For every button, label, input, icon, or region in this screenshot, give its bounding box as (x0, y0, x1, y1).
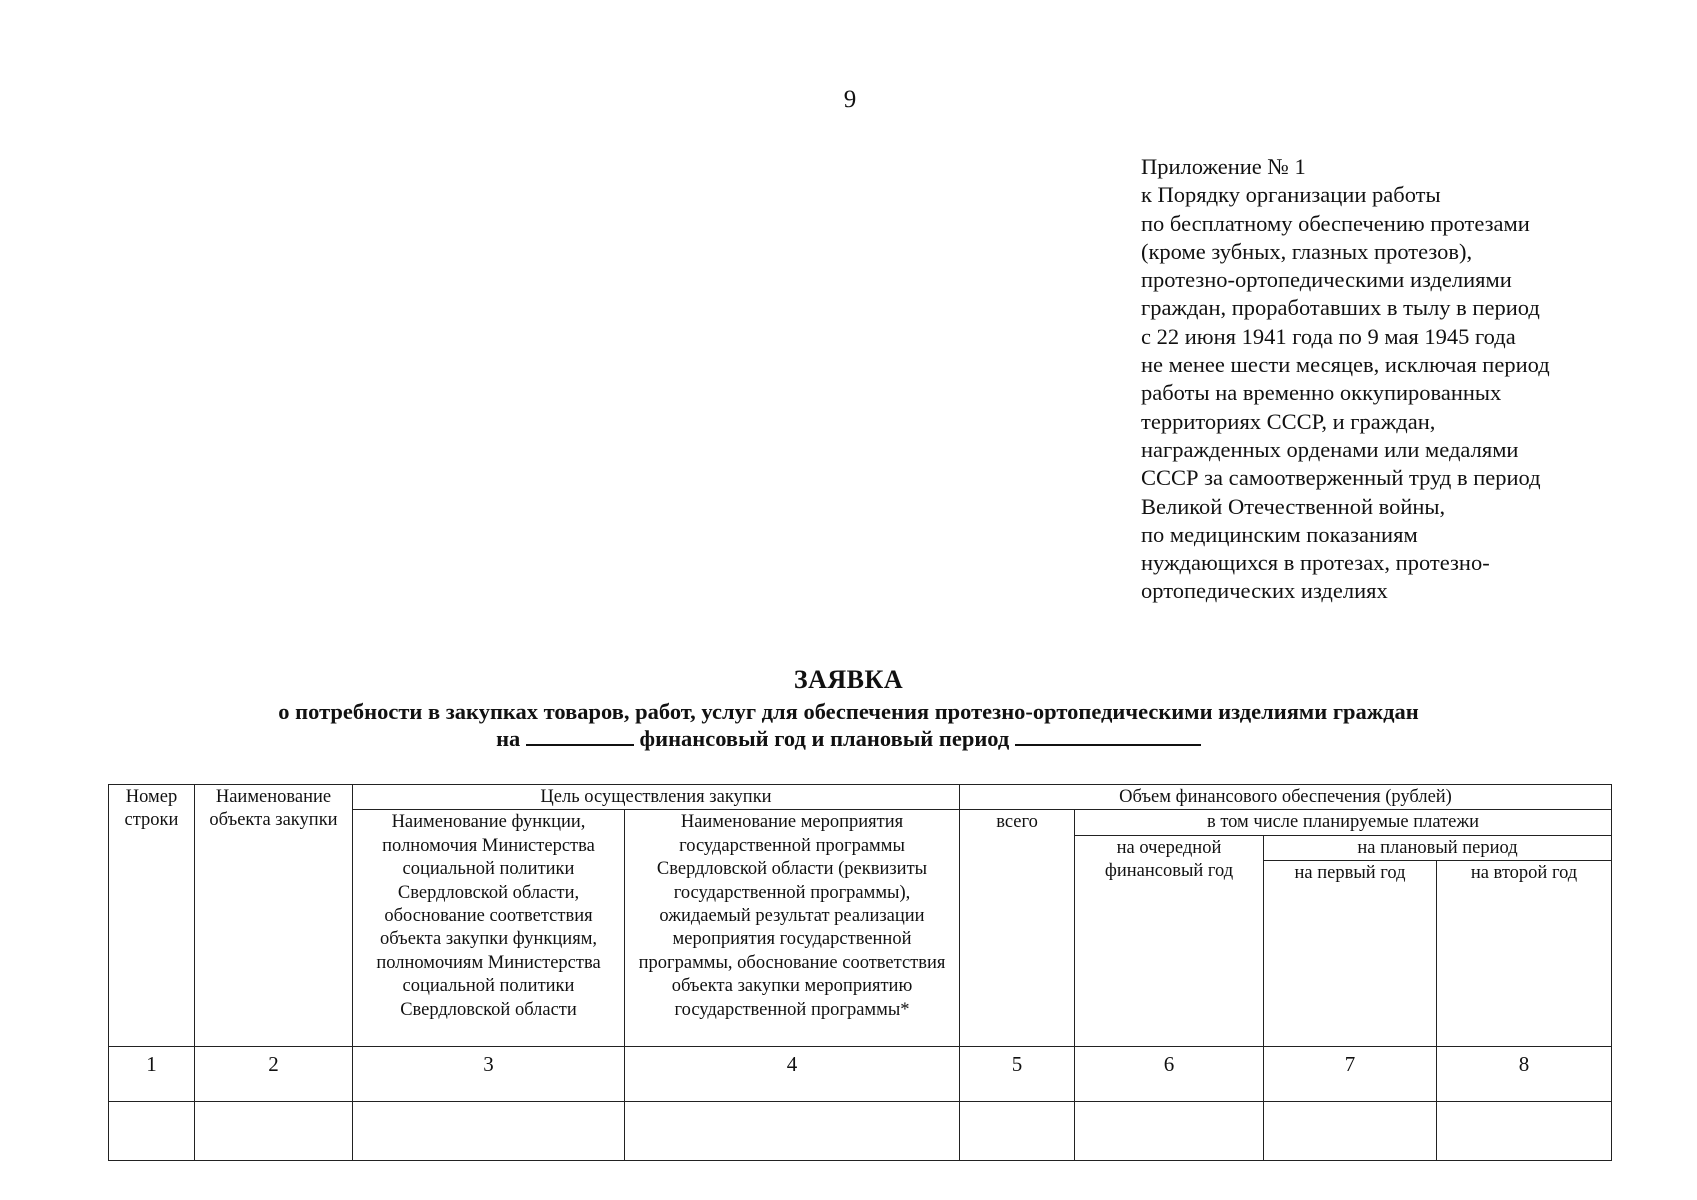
table-cell (960, 1102, 1075, 1161)
table-cell (1264, 1102, 1437, 1161)
appendix-line: награжденных орденами или медалями (1141, 436, 1519, 462)
header-first-year: на первый год (1264, 861, 1437, 1047)
header-funding: Объем финансового обеспечения (рублей) (960, 785, 1612, 810)
header-planning-period: на плановый период (1264, 835, 1612, 860)
appendix-line: протезно-ортопедическими изделиями (1141, 267, 1512, 293)
table-cell (1075, 1102, 1264, 1161)
table-row (109, 1102, 1612, 1161)
appendix-line: по медицинским показаниям (1141, 521, 1418, 547)
header-planned-payments: в том числе планируемые платежи (1075, 810, 1612, 835)
appendix-line: территориях СССР, и граждан, (1141, 408, 1436, 434)
column-number: 3 (353, 1047, 625, 1102)
appendix-note (1141, 153, 1611, 606)
table-cell (353, 1102, 625, 1161)
header-program-event: Наименование мероприятия государственной программы Свердловской области (реквизиты государственной программы), ожидаемый результат реализации мероприятия государственной программы, обоснование соответствия объекта закупки мероприятию государственной программы* (625, 810, 960, 1047)
column-number: 2 (195, 1047, 353, 1102)
appendix-line: работы на временно оккупированных (1141, 380, 1502, 406)
table-cell (1437, 1102, 1612, 1161)
column-number: 8 (1437, 1047, 1612, 1102)
table-cell (109, 1102, 195, 1161)
appendix-line: ортопедических изделиях (1141, 578, 1388, 604)
appendix-line: к Порядку организации работы (1141, 182, 1441, 208)
column-number: 4 (625, 1047, 960, 1102)
page-number: 9 (843, 86, 857, 113)
period-text: финансовый год и плановый период (639, 726, 1010, 751)
appendix-line: не менее шести месяцев, исключая период (1141, 352, 1550, 378)
appendix-line: Великой Отечественной войны, (1141, 493, 1446, 519)
header-total: всего (960, 810, 1075, 1047)
appendix-line: СССР за самоотверженный труд в период (1141, 465, 1541, 491)
appendix-line: (кроме зубных, глазных протезов), (1141, 238, 1473, 264)
year-blank (526, 726, 634, 746)
header-second-year: на второй год (1437, 861, 1612, 1047)
header-function-name: Наименование функции, полномочия Министерства социальной политики Свердловской области, обоснование соответствия объекта закупки функциям, полномочиям Министерства социальной политики Свердловской области (353, 810, 625, 1047)
appendix-line: Приложение № 1 (1141, 154, 1306, 179)
header-purpose: Цель осуществления закупки (353, 785, 960, 810)
document-heading (0, 662, 1697, 752)
table-cell (625, 1102, 960, 1161)
request-table (108, 784, 1612, 1161)
column-number: 6 (1075, 1047, 1264, 1102)
header-row-number: Номер строки (109, 785, 195, 1047)
column-number: 5 (960, 1047, 1075, 1102)
appendix-line: с 22 июня 1941 года по 9 мая 1945 года (1141, 323, 1516, 349)
column-number: 7 (1264, 1047, 1437, 1102)
table-cell (195, 1102, 353, 1161)
period-prefix: на (496, 726, 521, 751)
document-subtitle: о потребности в закупках товаров, работ, услуг для обеспечения протезно-ортопедическими изделиями граждан (278, 699, 1419, 724)
period-line (0, 725, 1697, 752)
header-next-year: на очередной финансовый год (1075, 835, 1264, 1046)
appendix-line: граждан, проработавших в тылу в период (1141, 295, 1540, 321)
appendix-line: нуждающихся в протезах, протезно- (1141, 550, 1490, 576)
header-object-name: Наименование объекта закупки (195, 785, 353, 1047)
appendix-line: по бесплатному обеспечению протезами (1141, 210, 1530, 236)
document-title: ЗАЯВКА (793, 665, 904, 694)
column-number: 1 (109, 1047, 195, 1102)
period-blank (1015, 726, 1201, 746)
